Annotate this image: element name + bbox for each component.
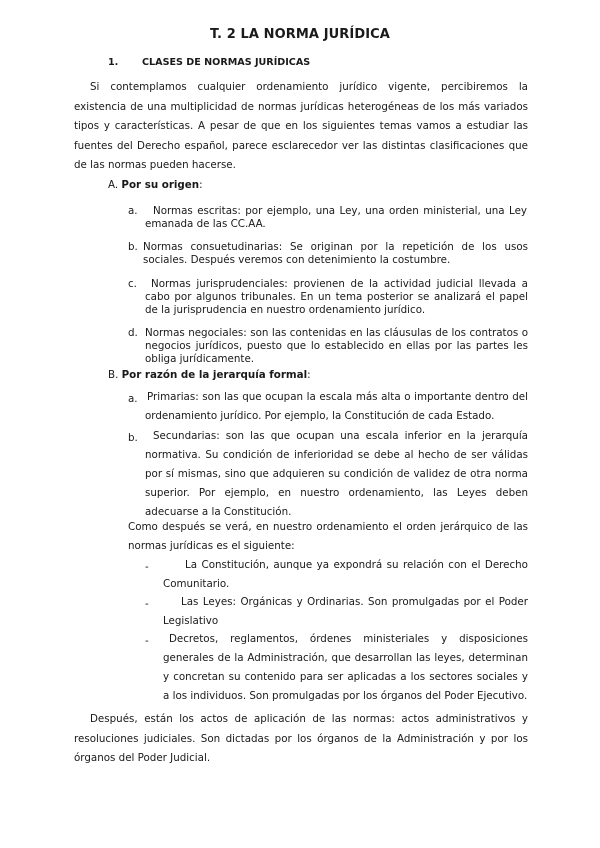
- group-b-colon: :: [307, 369, 311, 381]
- list-marker: a.: [128, 393, 138, 405]
- group-a-label: Por su origen: [121, 179, 200, 191]
- list-marker: b.: [128, 432, 138, 444]
- section-number: 1.: [108, 57, 119, 68]
- list-marker: -: [145, 635, 149, 647]
- group-b-label: Por razón de la jerarquía formal: [121, 369, 308, 381]
- section-heading-text: CLASES DE NORMAS JURÍDICAS: [142, 57, 311, 68]
- list-item: Normas escritas: por ejemplo, una Ley, una orden ministerial, una Ley emanada de las CC.AA.: [145, 205, 527, 230]
- group-a-heading: [108, 179, 203, 191]
- document-title: T. 2 LA NORMA JURÍDICA: [210, 27, 390, 42]
- group-a-colon: :: [199, 179, 203, 191]
- list-marker: b.: [128, 241, 138, 253]
- closing-paragraph: Después, están los actos de aplicación de las normas: actos administrativos y resoluciones judiciales. Son dictadas por los órganos de la Administración y por los órganos del Poder Judicial.: [74, 713, 528, 764]
- list-item: Primarias: son las que ocupan la escala más alta o importante dentro del ordenamiento jurídico. Por ejemplo, la Constitución de cada Estado.: [145, 391, 528, 422]
- list-item: Normas negociales: son las contenidas en las cláusulas de los contratos o negocios jurídicos, puesto que lo establecido en ellas por las partes les obliga jurídicamente.: [145, 327, 528, 365]
- list-item: Secundarias: son las que ocupan una escala inferior en la jerarquía normativa. Su condición de inferioridad se debe al hecho de ser válidas por sí mismas, sino que adquieren su condición de validez de otra norma superior. Por ejemplo, en nuestro ordenamiento, las Leyes deben adecuarse a la Constitución.: [145, 430, 528, 518]
- group-a-marker: A.: [108, 179, 119, 191]
- list-item: Normas jurisprudenciales: provienen de la actividad judicial llevada a cabo por algunos tribunales. En un tema posterior se analizará el papel de la jurisprudencia en nuestro ordenamiento jurídico.: [145, 278, 528, 316]
- list-marker: -: [145, 561, 149, 573]
- group-b-heading: [108, 369, 311, 381]
- intro-paragraph: Si contemplamos cualquier ordenamiento jurídico vigente, percibiremos la existencia de una multiplicidad de normas jurídicas heterogéneas de los más variados tipos y características. A pesar de que en los siguientes temas vamos a estudiar las fuentes del Derecho español, parece esclarecedor ver las distintas clasificaciones que de las normas pueden hacerse.: [74, 81, 528, 171]
- list-item: Decretos, reglamentos, órdenes ministeriales y disposiciones generales de la Administración, que desarrollan las leyes, determinan y concretan su contenido para ser aplicadas a los sectores sociales y a los individuos. Son promulgadas por los órganos del Poder Ejecutivo.: [163, 633, 528, 702]
- list-item: La Constitución, aunque ya expondrá su relación con el Derecho Comunitario.: [163, 559, 528, 590]
- hierarchy-intro: Como después se verá, en nuestro ordenamiento el orden jerárquico de las normas jurídicas es el siguiente:: [128, 521, 528, 552]
- list-item: Normas consuetudinarias: Se originan por la repetición de los usos sociales. Después veremos con detenimiento la costumbre.: [143, 241, 528, 266]
- list-marker: d.: [128, 327, 138, 339]
- list-marker: c.: [128, 278, 137, 290]
- group-b-marker: B.: [108, 369, 119, 381]
- section-heading: [108, 57, 310, 68]
- list-item: Las Leyes: Orgánicas y Ordinarias. Son promulgadas por el Poder Legislativo: [163, 596, 528, 627]
- list-marker: a.: [128, 205, 138, 217]
- list-marker: -: [145, 598, 149, 610]
